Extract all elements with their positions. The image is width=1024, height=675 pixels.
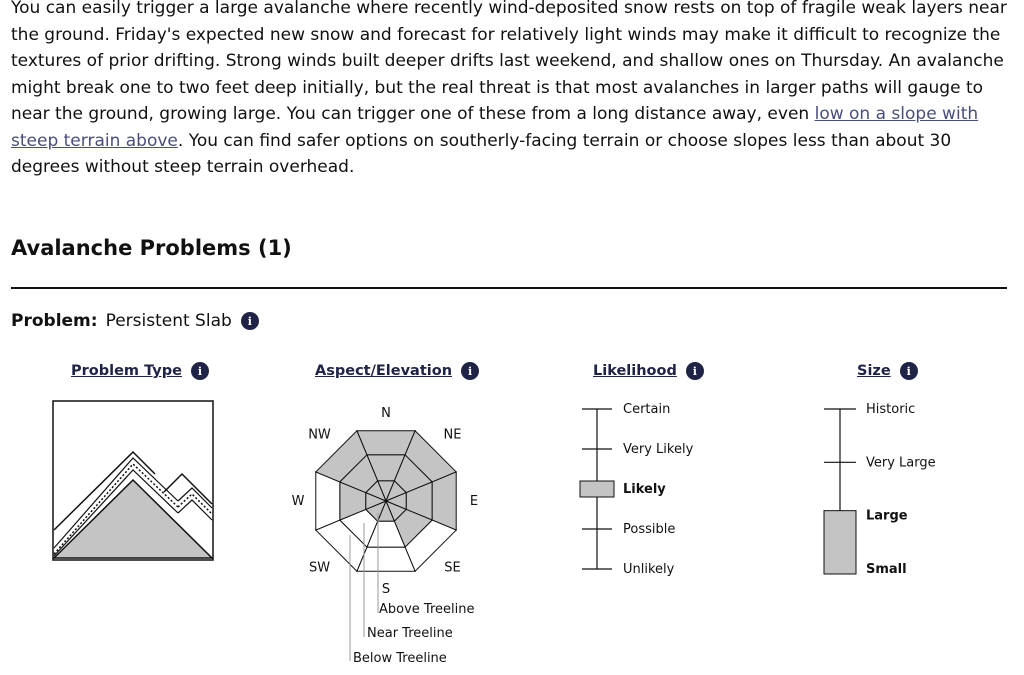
aspect-label-e: E — [469, 494, 479, 509]
likelihood-label: Unlikely — [623, 562, 675, 577]
aspect-label-nw: NW — [308, 427, 331, 443]
elevation-label-below-treeline: Below Treeline — [353, 651, 447, 666]
aspect-label-ne: NE — [443, 427, 462, 443]
persistent-slab-icon — [52, 400, 214, 562]
problem-heading — [11, 311, 259, 331]
likelihood-scale — [570, 395, 730, 585]
problem-name: Persistent Slab — [105, 311, 232, 331]
size-link[interactable]: Size — [857, 363, 891, 379]
likelihood-label: Very Likely — [623, 442, 694, 457]
likelihood-link[interactable]: Likelihood — [593, 363, 677, 379]
aspect-elevation-rose — [290, 405, 490, 670]
size-label: Historic — [866, 402, 916, 417]
aspect-elevation-link[interactable]: Aspect/Elevation — [315, 363, 453, 379]
size-label: Large — [866, 508, 908, 524]
aspect-label-w: W — [291, 494, 305, 509]
aspect-label-s: S — [381, 582, 391, 597]
discussion-text-2: . You can find safer options on southerly-facing terrain or choose slopes less than about 30 degrees without steep terrain overhead. — [11, 130, 952, 177]
steep-terrain-link[interactable]: low on a slope with steep terrain above — [11, 104, 979, 151]
size-range-bar — [824, 511, 856, 574]
info-icon[interactable]: i — [191, 362, 209, 380]
likelihood-label: Possible — [623, 522, 676, 537]
discussion-text-1: You can easily trigger a large avalanche where recently wind-deposited snow rests on top of fragile weak layers near the ground. Friday's expected new snow and forecast for relatively light winds may make it difficult to recognize the textures of prior drifting. Strong winds built deeper drifts last weekend, and shallow ones on Thursday. An avalanche might break one to two feet deep initially, but the real threat is that most avalanches in larger paths will gauge to near the ground, growing large. You can trigger one of these from a long distance away, even — [11, 0, 1007, 124]
likelihood-label: Likely — [623, 482, 666, 497]
forecast-discussion — [11, 0, 1011, 181]
aspect-label-n: N — [381, 406, 391, 421]
size-label: Very Large — [866, 455, 936, 471]
section-divider — [11, 287, 1007, 289]
likelihood-label: Certain — [623, 402, 671, 417]
problem-type-heading — [71, 362, 209, 380]
info-icon[interactable]: i — [461, 362, 479, 380]
info-icon[interactable]: i — [686, 362, 704, 380]
aspect-label-se: SE — [444, 560, 461, 576]
avalanche-problems-title: Avalanche Problems (1) — [11, 236, 292, 260]
likelihood-marker — [580, 481, 614, 497]
info-icon[interactable]: i — [900, 362, 918, 380]
size-label: Small — [866, 562, 907, 577]
elevation-label-above-treeline: Above Treeline — [379, 602, 475, 617]
problem-label: Problem: — [11, 311, 98, 331]
aspect-elevation-heading — [315, 362, 479, 380]
size-heading — [857, 362, 918, 380]
likelihood-heading — [593, 362, 704, 380]
aspect-label-sw: SW — [308, 560, 331, 576]
problem-type-link[interactable]: Problem Type — [71, 363, 182, 379]
size-scale — [810, 395, 950, 585]
info-icon[interactable]: i — [241, 312, 259, 330]
elevation-label-near-treeline: Near Treeline — [367, 626, 453, 641]
